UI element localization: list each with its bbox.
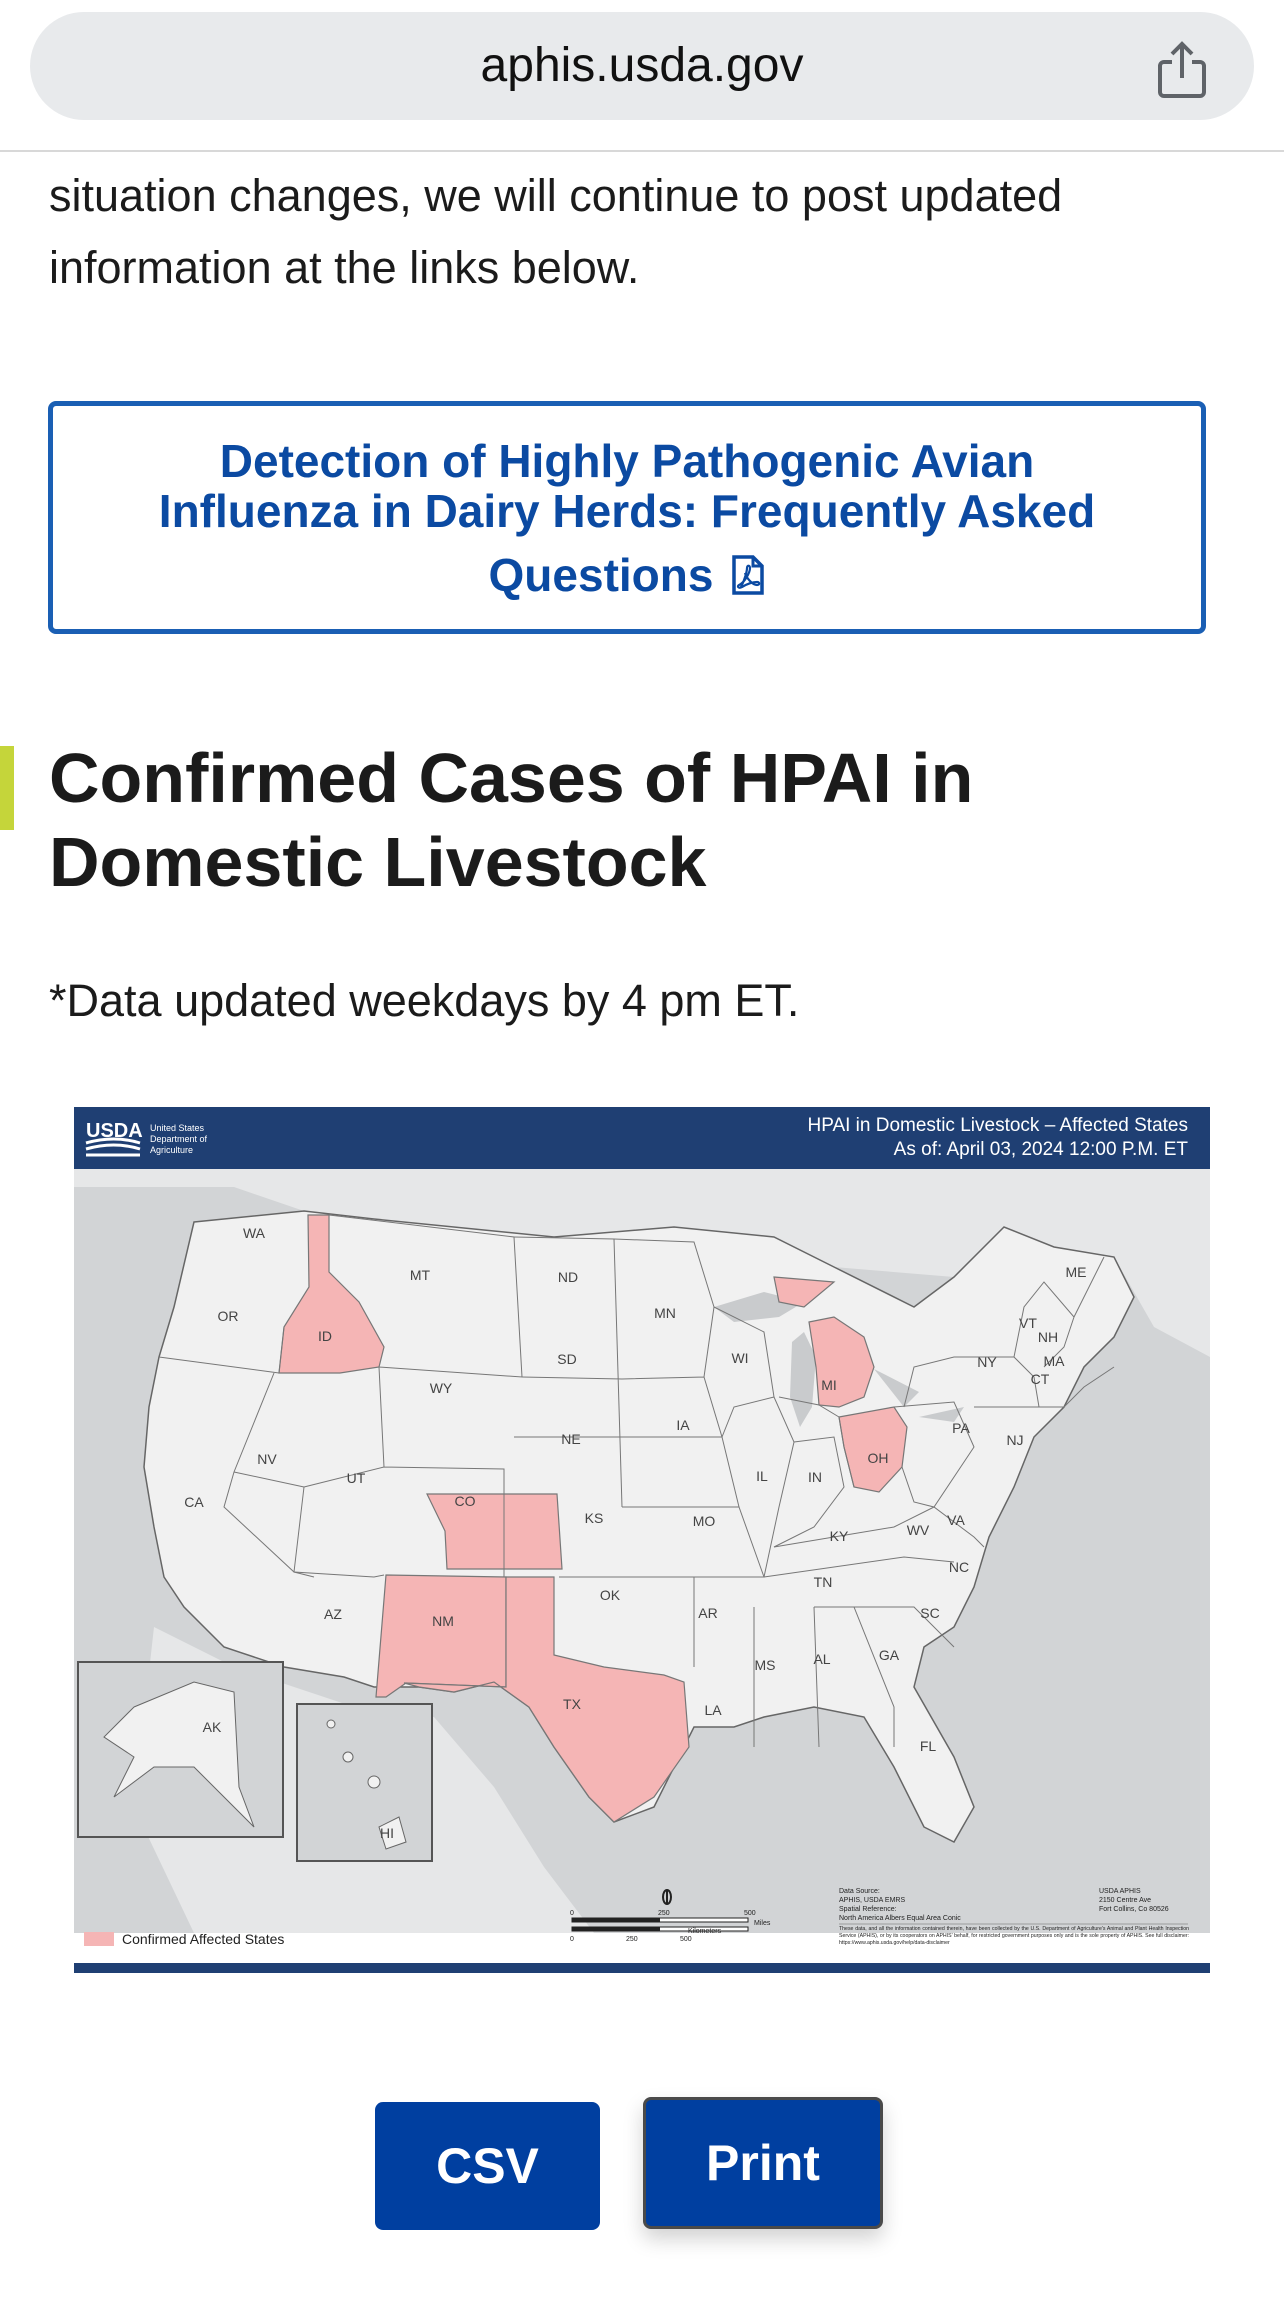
print-button[interactable]: Print: [643, 2097, 883, 2229]
share-icon[interactable]: [1154, 40, 1210, 100]
label-ia: IA: [676, 1417, 690, 1433]
label-ny: NY: [977, 1354, 997, 1370]
scale-miles-0: 0: [570, 1910, 574, 1917]
label-oh: OH: [867, 1450, 889, 1466]
intro-paragraph: situation changes, we will continue to post updated information at the links below.: [49, 170, 1063, 293]
scale-miles-500: 500: [744, 1910, 756, 1917]
label-ak: AK: [202, 1719, 222, 1735]
label-ca: CA: [184, 1494, 204, 1510]
label-hi: HI: [380, 1825, 394, 1841]
map-footer-bar: [74, 1963, 1210, 1973]
state-nm: [376, 1575, 506, 1697]
label-ky: KY: [829, 1528, 849, 1544]
agency-name-3: Agriculture: [150, 1145, 194, 1155]
scale-miles-250: 250: [658, 1910, 670, 1917]
usda-logo: USDA: [86, 1120, 143, 1142]
agency-name-2: Department of: [150, 1134, 208, 1144]
label-ut: UT: [346, 1470, 366, 1486]
label-nc: NC: [948, 1559, 970, 1575]
label-nd: ND: [557, 1269, 579, 1285]
label-in: IN: [808, 1469, 822, 1485]
label-tx: TX: [563, 1696, 581, 1712]
hpai-map-image[interactable]: [74, 1107, 1210, 1973]
scale-km-0: 0: [570, 1936, 574, 1943]
label-fl: FL: [919, 1738, 937, 1754]
label-mi: MI: [821, 1377, 837, 1393]
label-wa: WA: [242, 1225, 266, 1241]
label-ar: AR: [698, 1605, 718, 1621]
label-ks: KS: [584, 1510, 604, 1526]
data-source-1: Data Source:: [839, 1888, 880, 1895]
data-source-4: North America Albers Equal Area Conic: [839, 1915, 961, 1922]
map-disclaimer: These data, and all the information contained therein, have been collected by the U.S. Department of Agriculture's Animal and Plant Health Inspection Service (APHIS), or by its cooperators on APHIS' behalf, for restricted government purposes only and is the sole property of APHIS. See full disclaimer: https://www.aphis.usda.gov/help/data-disclaimer: [839, 1926, 1189, 1947]
label-il: IL: [756, 1468, 768, 1484]
label-la: LA: [704, 1702, 722, 1718]
label-nh: NH: [1037, 1329, 1059, 1345]
label-nm: NM: [432, 1613, 454, 1629]
label-wy: WY: [429, 1380, 453, 1396]
scale-km-250: 250: [626, 1936, 638, 1943]
scale-km-unit: Kilometers: [688, 1928, 722, 1935]
label-az: AZ: [324, 1606, 342, 1622]
label-ok: OK: [599, 1587, 621, 1603]
label-mo: MO: [692, 1513, 716, 1529]
legend-swatch: [84, 1932, 114, 1946]
label-al: AL: [813, 1651, 831, 1667]
label-sd: SD: [557, 1351, 577, 1367]
url-text[interactable]: aphis.usda.gov: [480, 39, 804, 92]
label-nv: NV: [257, 1451, 277, 1467]
faq-link[interactable]: [127, 436, 1127, 600]
label-me: ME: [1065, 1264, 1087, 1280]
label-id: ID: [318, 1328, 332, 1344]
pdf-file-icon: [731, 555, 765, 595]
label-mt: MT: [409, 1267, 431, 1283]
label-ct: CT: [1030, 1371, 1050, 1387]
section-heading: Confirmed Cases of HPAI in Domestic Livestock: [49, 739, 974, 901]
address-3: Fort Collins, Co 80526: [1099, 1906, 1169, 1913]
toolbar-divider: [0, 150, 1284, 152]
label-wi: WI: [731, 1350, 749, 1366]
label-tn: TN: [813, 1574, 833, 1590]
map-as-of: As of: April 03, 2024 12:00 P.M. ET: [893, 1139, 1188, 1160]
address-2: 2150 Centre Ave: [1099, 1897, 1152, 1904]
label-pa: PA: [952, 1420, 970, 1436]
address-1: USDA APHIS: [1099, 1888, 1141, 1895]
label-ma: MA: [1043, 1353, 1065, 1369]
heading-accent-bar: [0, 746, 14, 830]
label-nj: NJ: [1006, 1432, 1024, 1448]
state-ks: [427, 1494, 562, 1569]
hawaii-inset: [297, 1704, 432, 1861]
csv-button[interactable]: CSV: [375, 2102, 600, 2230]
map-title: HPAI in Domestic Livestock – Affected States: [807, 1115, 1188, 1136]
label-or: OR: [217, 1308, 239, 1324]
label-mn: MN: [654, 1305, 676, 1321]
faq-link-box[interactable]: [48, 401, 1206, 634]
label-ne: NE: [561, 1431, 581, 1447]
label-ms: MS: [754, 1657, 776, 1673]
label-co: CO: [454, 1493, 476, 1509]
label-ga: GA: [878, 1647, 900, 1663]
data-source-2: APHIS, USDA EMRS: [839, 1897, 906, 1904]
agency-name-1: United States: [150, 1123, 205, 1133]
scale-km-500: 500: [680, 1936, 692, 1943]
label-vt: VT: [1019, 1315, 1037, 1331]
data-source-3: Spatial Reference:: [839, 1906, 897, 1913]
address-bar[interactable]: [30, 12, 1254, 120]
label-va: VA: [947, 1512, 965, 1528]
faq-link-text-end: Questions: [488, 548, 714, 601]
label-sc: SC: [920, 1605, 940, 1621]
legend-label: Confirmed Affected States: [122, 1931, 285, 1947]
label-wv: WV: [906, 1522, 930, 1538]
faq-link-text: Detection of Highly Pathogenic Avian Influenza in Dairy Herds: Frequently Asked: [158, 434, 1096, 537]
scale-miles-unit: Miles: [754, 1920, 771, 1927]
update-note: *Data updated weekdays by 4 pm ET.: [49, 975, 800, 1026]
